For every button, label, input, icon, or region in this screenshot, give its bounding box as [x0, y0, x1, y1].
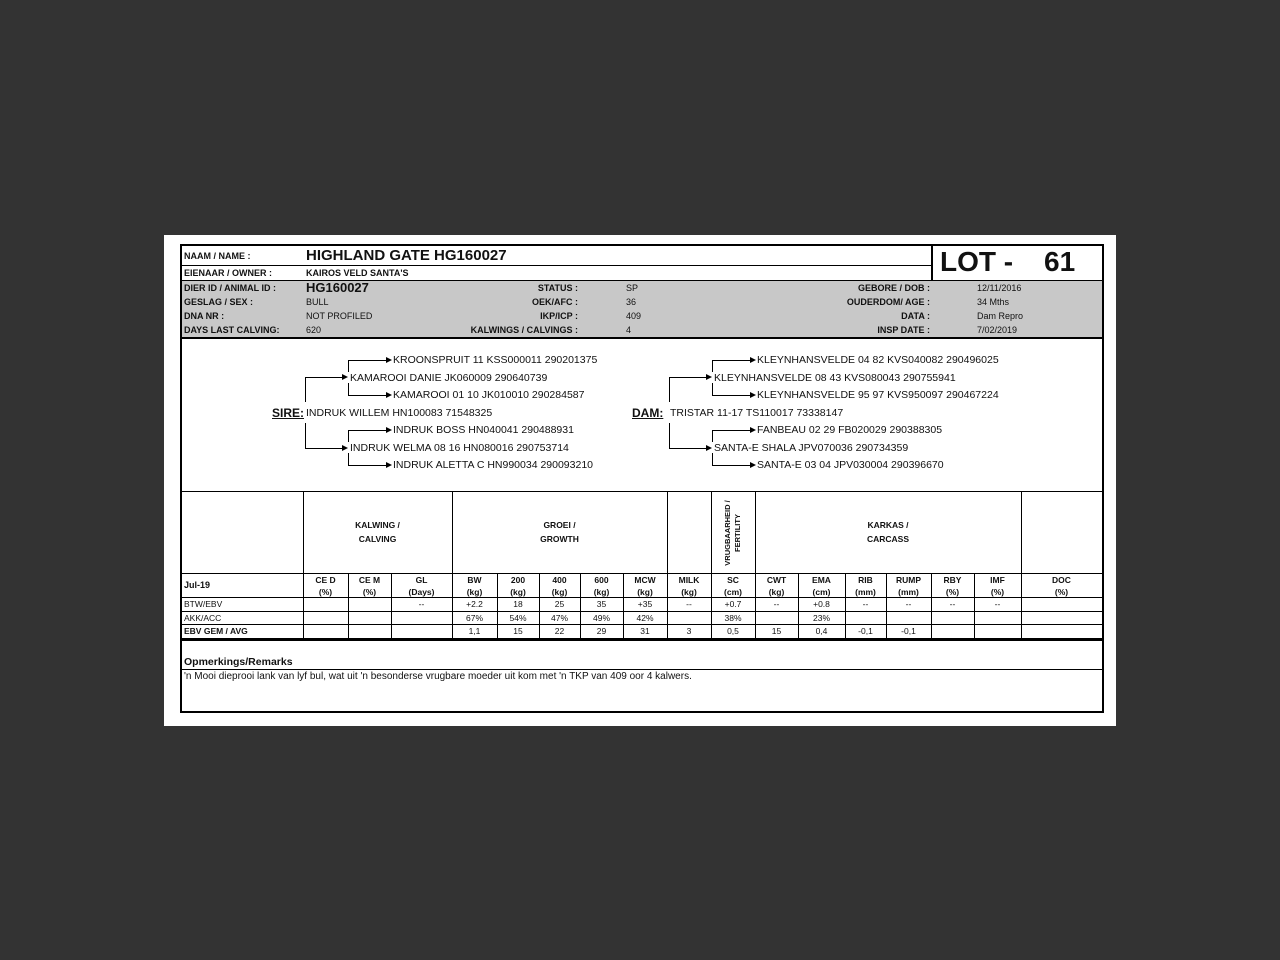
sire-sire-dam: KAMAROOI 01 10 JK010010 290284587 [393, 389, 585, 401]
col-unit-sc: (cm) [724, 587, 742, 597]
col-header-cwt: CWT [766, 575, 787, 585]
ebv-row-label: BTW/EBV [184, 599, 223, 609]
dam-dam-dam: SANTA-E 03 04 JPV030004 290396670 [757, 459, 944, 471]
lot-number: 61 [1044, 246, 1076, 277]
ebv-cell: 38% [724, 613, 742, 623]
status-value: SP [626, 283, 639, 293]
col-header-ema: EMA [812, 575, 831, 585]
col-unit-imf: (%) [990, 587, 1005, 597]
ebv-cell: 31 [640, 626, 650, 636]
ebv-date: Jul-19 [184, 580, 211, 590]
afc-value: 36 [626, 297, 637, 307]
insp-label: INSP DATE : [877, 325, 930, 335]
dob-label: GEBORE / DOB : [857, 283, 930, 293]
icp-label: IKP/ICP : [540, 311, 578, 321]
ebv-cell: -- [994, 599, 1001, 609]
icp-value: 409 [626, 311, 642, 321]
ebv-cell: -- [905, 599, 912, 609]
ebv-cell: 67% [465, 613, 483, 623]
sire-dam: INDRUK WELMA 08 16 HN080016 290753714 [350, 442, 569, 454]
fertility-group-header: VRUGBAARHEID / FERTILITY [723, 500, 742, 566]
col-unit-milk: (kg) [681, 587, 697, 597]
ebv-cell: 22 [554, 626, 565, 636]
sire-dam-dam: INDRUK ALETTA C HN990034 290093210 [393, 459, 594, 471]
ebv-cell: 25 [554, 599, 565, 609]
col-header-400: 400 [552, 575, 567, 585]
carcass-group-header-en: CARCASS [866, 534, 910, 544]
col-header-bw: BW [467, 575, 482, 585]
sex-value: BULL [306, 297, 329, 307]
remarks-text: 'n Mooi dieprooi lank van lyf bul, wat uit 'n besonderse vrugbare moeder uit kom met 'n TKP van 409 oor 4 kalwers. [184, 671, 692, 682]
col-header-sc: SC [727, 575, 739, 585]
ebv-cell: +2.2 [466, 599, 483, 609]
ebv-cell: 1,1 [468, 626, 481, 636]
sire-sire-sire: KROONSPRUIT 11 KSS000011 290201375 [393, 354, 598, 366]
col-unit-600: (kg) [593, 587, 610, 597]
ebv-cell: -- [862, 599, 869, 609]
col-header-rump: RUMP [895, 575, 922, 585]
col-unit-rib: (mm) [855, 587, 876, 597]
carcass-group-header: KARKAS / [867, 520, 909, 530]
animal-id-label: DIER ID / ANIMAL ID : [184, 283, 276, 293]
dam-sire: KLEYNHANSVELDE 08 43 KVS080043 290755941 [714, 372, 956, 384]
ebv-cell: -- [418, 599, 425, 609]
days-value: 620 [306, 325, 322, 335]
ebv-cell: 15 [513, 626, 523, 636]
growth-group-header: GROEI / [543, 520, 576, 530]
ebv-cell: 29 [596, 626, 607, 636]
dam-dam: SANTA-E SHALA JPV070036 290734359 [714, 442, 909, 454]
ebv-cell: +0.7 [724, 599, 742, 609]
ebv-cell: 3 [686, 626, 692, 636]
sire: INDRUK WILLEM HN100083 71548325 [306, 407, 493, 419]
ebv-cell: -- [686, 599, 692, 609]
data-label: DATA : [901, 311, 930, 321]
sire-label: SIRE: [272, 406, 305, 420]
col-unit-ce-d: (%) [318, 587, 333, 597]
age-value: 34 Mths [977, 297, 1010, 307]
col-unit-200: (kg) [510, 587, 526, 597]
calving-group-header: KALWING / [355, 520, 400, 530]
owner-value: KAIROS VELD SANTA'S [306, 268, 409, 278]
sire-sire: KAMAROOI DANIE JK060009 290640739 [350, 372, 548, 384]
col-header-gl: GL [415, 575, 428, 585]
afc-label: OEK/AFC : [532, 297, 578, 307]
animal-name: HIGHLAND GATE HG160027 [306, 247, 507, 264]
dam-label: DAM: [632, 406, 664, 420]
col-unit-ema: (cm) [812, 587, 831, 597]
ebv-cell: 15 [771, 626, 782, 636]
col-header-ce-d: CE D [315, 575, 336, 585]
ebv-cell: 23% [812, 613, 830, 623]
col-unit-gl: (Days) [408, 587, 435, 597]
col-unit-rump: (mm) [898, 587, 919, 597]
col-header-doc: DOC [1052, 575, 1071, 585]
animal-id-value: HG160027 [306, 280, 369, 295]
calving-group-header-en: CALVING [358, 534, 397, 544]
col-unit-bw: (kg) [466, 587, 483, 597]
dam-sire-sire: KLEYNHANSVELDE 04 82 KVS040082 290496025 [757, 354, 999, 366]
ebv-cell: 49% [592, 613, 610, 623]
ebv-cell: -0,1 [901, 626, 916, 636]
data-value: Dam Repro [977, 311, 1024, 321]
ebv-cell: 0,5 [727, 626, 739, 636]
name-label: NAAM / NAME : [184, 251, 251, 261]
calvings-label: KALWINGS / CALVINGS : [470, 325, 578, 335]
ebv-cell: 35 [596, 599, 607, 609]
age-label: OUDERDOM/ AGE : [846, 297, 930, 307]
ebv-cell: 47% [550, 613, 568, 623]
ebv-cell: -- [949, 599, 956, 609]
ebv-cell: -- [773, 599, 780, 609]
col-unit-mcw: (kg) [637, 587, 653, 597]
col-unit-400: (kg) [551, 587, 568, 597]
calvings-value: 4 [626, 325, 632, 335]
col-header-200: 200 [510, 575, 526, 585]
col-header-600: 600 [594, 575, 609, 585]
owner-label: EIENAAR / OWNER : [184, 268, 273, 278]
col-header-rby: RBY [943, 575, 962, 585]
col-unit-doc: (%) [1054, 587, 1069, 597]
remarks-title: Opmerkings/Remarks [184, 656, 293, 668]
col-header-milk: MILK [678, 575, 700, 585]
growth-group-header-en: GROWTH [540, 534, 579, 544]
col-header-ce-m: CE M [358, 575, 381, 585]
days-label: DAYS LAST CALVING: [184, 325, 280, 335]
ebv-cell: 54% [509, 613, 527, 623]
col-unit-cwt: (kg) [768, 587, 785, 597]
insp-value: 7/02/2019 [977, 325, 1018, 335]
sex-label: GESLAG / SEX : [184, 297, 254, 307]
col-unit-rby: (%) [945, 587, 960, 597]
ebv-cell: 42% [636, 613, 654, 623]
ebv-row-label: AKK/ACC [184, 613, 222, 623]
dam-sire-dam: KLEYNHANSVELDE 95 97 KVS950097 290467224 [757, 389, 999, 401]
sire-dam-sire: INDRUK BOSS HN040041 290488931 [393, 424, 574, 436]
dam: TRISTAR 11-17 TS110017 73338147 [670, 407, 844, 419]
col-unit-ce-m: (%) [362, 587, 377, 597]
col-header-imf: IMF [990, 575, 1005, 585]
dam-dam-sire: FANBEAU 02 29 FB020029 290388305 [757, 424, 943, 436]
ebv-cell: +0.8 [813, 599, 830, 609]
dob-value: 12/11/2016 [977, 283, 1022, 293]
dna-label: DNA NR : [184, 311, 225, 321]
ebv-cell: 0,4 [815, 626, 828, 636]
ebv-cell: +35 [637, 599, 653, 609]
dna-value: NOT PROFILED [306, 311, 373, 321]
ebv-cell: 18 [513, 599, 523, 609]
col-header-rib: RIB [858, 575, 873, 585]
lot-box [940, 246, 1013, 278]
lot-card [164, 235, 1116, 726]
col-header-mcw: MCW [634, 575, 656, 585]
ebv-row-label: EBV GEM / AVG [184, 626, 248, 636]
ebv-cell: -0,1 [858, 626, 873, 636]
lot-label: LOT - [940, 246, 1014, 277]
status-label: STATUS : [537, 283, 578, 293]
